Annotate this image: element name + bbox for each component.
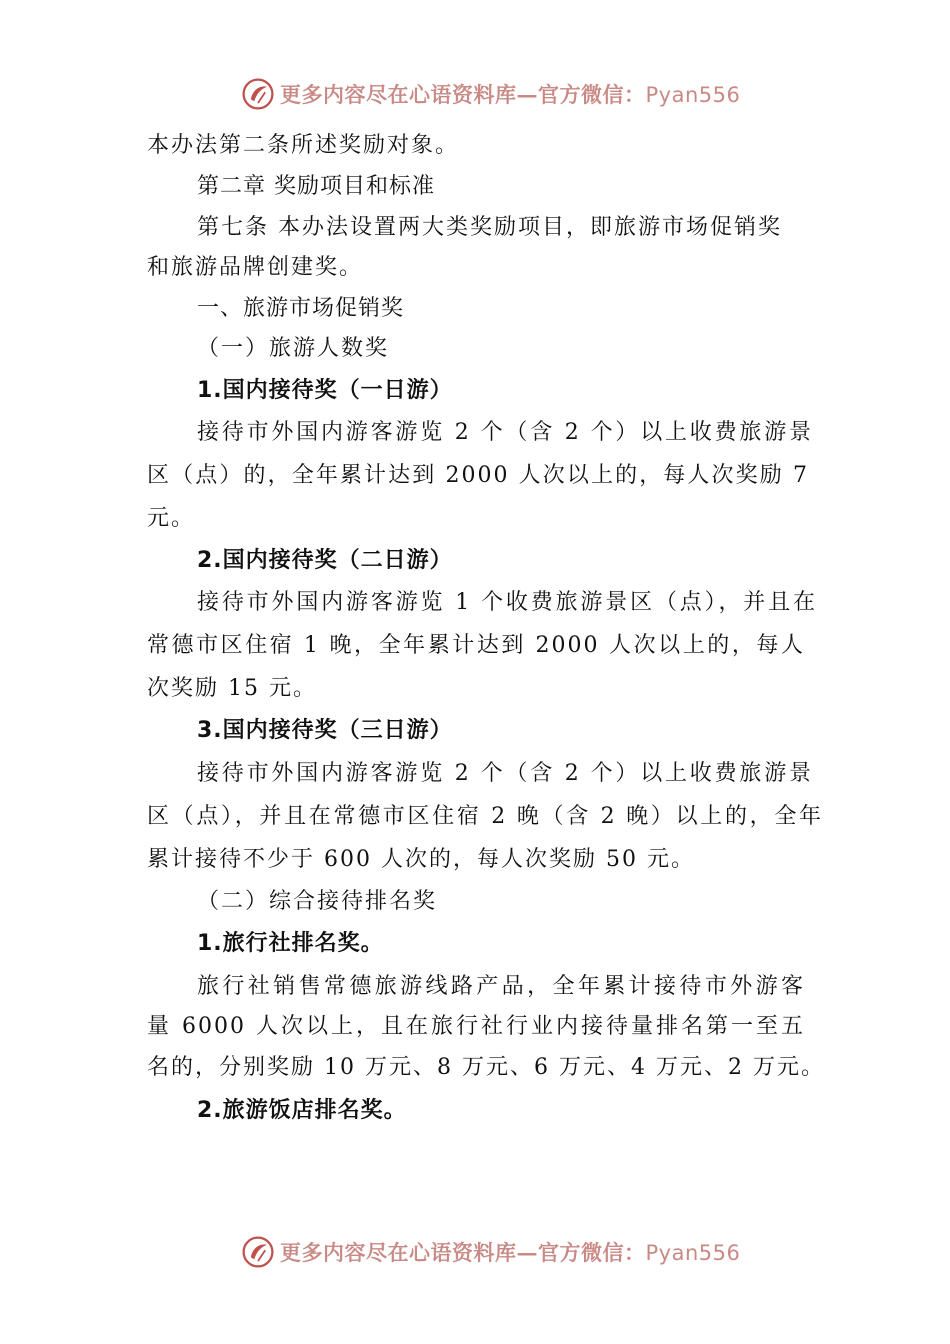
watermark-footer [240,1232,740,1272]
watermark-text: 更多内容尽在心语资料库—官方微信：Pyan556 [280,1240,741,1265]
heart-logo-icon [240,76,276,112]
item-heading: 2.国内接待奖（二日游） [197,548,453,573]
paragraph-line: 旅行社销售常德旅游线路产品，全年累计接待市外游客 [197,974,805,999]
paragraph-line: 量 6000 人次以上，且在旅行社行业内接待量排名第一至五 [147,1014,805,1039]
watermark-text: 更多内容尽在心语资料库—官方微信：Pyan556 [280,82,741,107]
paragraph-line: 常德市区住宿 1 晚，全年累计达到 2000 人次以上的，每人 [147,633,805,658]
paragraph-line: 元。 [147,506,196,531]
chapter-heading: 第二章 奖励项目和标准 [197,174,435,199]
item-heading: 1.国内接待奖（一日游） [197,378,453,403]
paragraph-line: 区（点）的，全年累计达到 2000 人次以上的，每人次奖励 7 [147,463,809,488]
item-heading: 3.国内接待奖（三日游） [197,718,453,743]
item-heading: 1.旅行社排名奖。 [197,931,384,956]
paragraph-line: 名的，分别奖励 10 万元、8 万元、6 万元、4 万元、2 万元。 [147,1055,825,1080]
watermark-header [240,74,740,114]
paragraph-line: 和旅游品牌创建奖。 [147,255,364,280]
paragraph-line: 接待市外国内游客游览 2 个（含 2 个）以上收费旅游景 [197,761,813,786]
paragraph-line: 接待市外国内游客游览 2 个（含 2 个）以上收费旅游景 [197,420,813,445]
subsection-heading: （二）综合接待排名奖 [197,889,438,914]
paragraph-line: 累计接待不少于 600 人次的，每人次奖励 50 元。 [147,847,695,872]
heart-logo-icon [240,1234,276,1270]
item-heading: 2.旅游饭店排名奖。 [197,1098,407,1123]
paragraph-line: 次奖励 15 元。 [147,676,317,701]
paragraph-line: 本办法第二条所述奖励对象。 [147,133,460,158]
section-heading: 一、旅游市场促销奖 [197,296,405,321]
paragraph-line: 接待市外国内游客游览 1 个收费旅游景区（点），并且在 [197,590,817,615]
subsection-heading: （一）旅游人数奖 [197,336,390,361]
paragraph-line: 第七条 本办法设置两大类奖励项目，即旅游市场促销奖 [197,215,782,240]
paragraph-line: 区（点），并且在常德市区住宿 2 晚（含 2 晚）以上的，全年 [147,804,823,829]
